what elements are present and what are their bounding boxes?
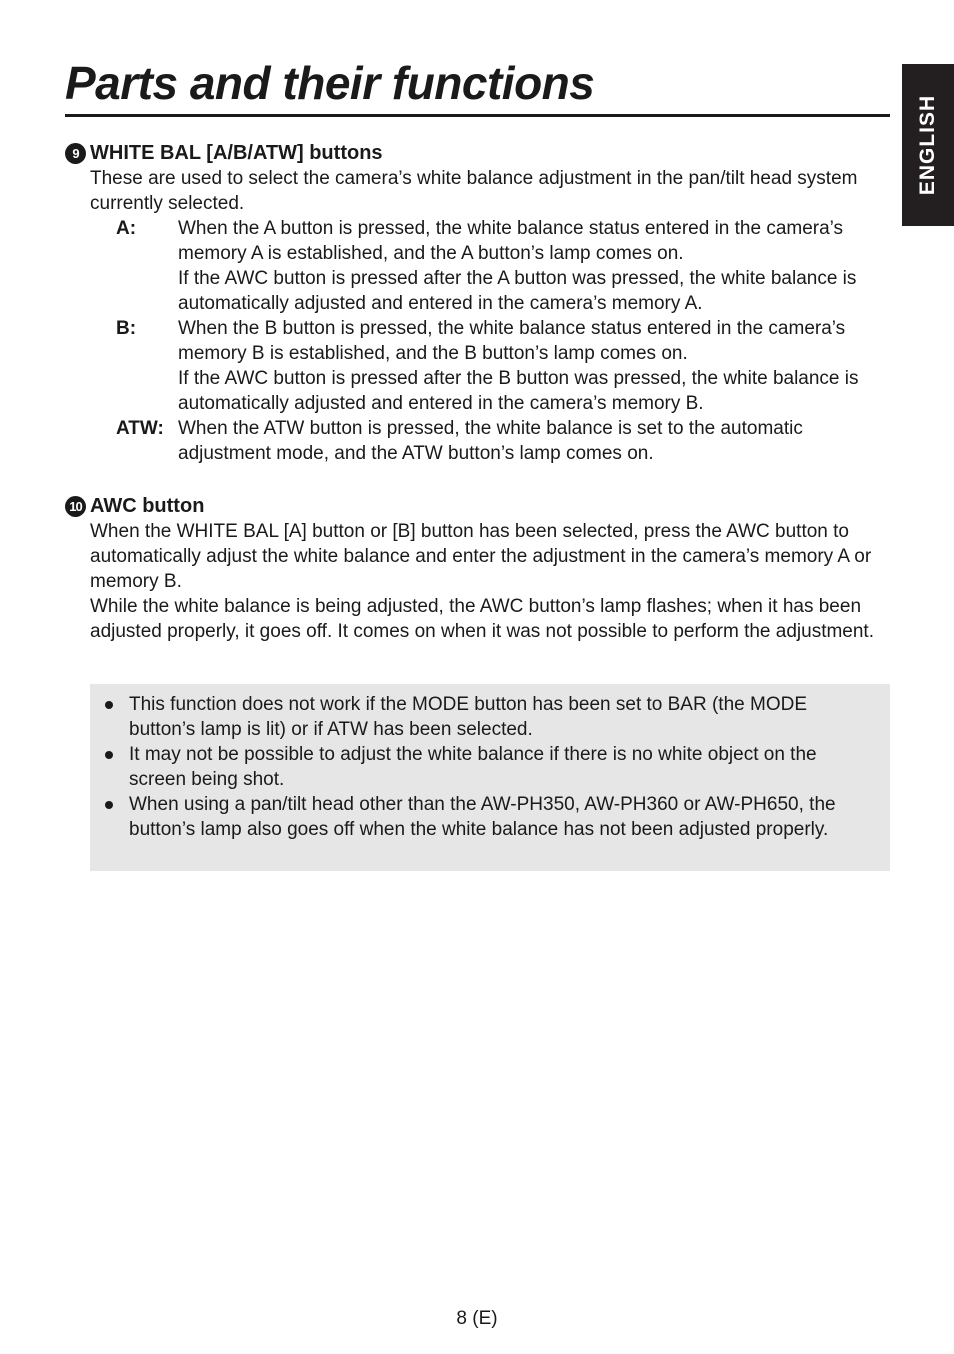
page-title: Parts and their functions: [65, 57, 595, 109]
term-description: [178, 416, 890, 466]
body-paragraph: While the white balance is being adjusted, the AWC button’s lamp flashes; when it has been adjusted properly, it goes off. It comes on when it was not possible to perform the adjustment.: [90, 596, 874, 642]
page-number: 8 (E): [456, 1308, 498, 1329]
section-white-bal: [65, 140, 890, 466]
section-heading: [65, 140, 890, 166]
bullet-icon: [105, 801, 113, 809]
term-row-a: [116, 216, 890, 316]
bullet-icon: [105, 751, 113, 759]
circled-number-icon: 10: [65, 496, 86, 517]
term-paragraph: If the AWC button is pressed after the B button was pressed, the white balance is automatically adjusted and entered in the camera’s memory B.: [178, 368, 859, 414]
note-item: [90, 692, 890, 742]
term-description: [178, 216, 890, 316]
term-paragraph: When the ATW button is pressed, the white balance is set to the automatic adjustment mode, and the ATW button’s lamp comes on.: [178, 418, 803, 464]
term-row-b: [116, 316, 890, 416]
language-tab: [902, 64, 954, 226]
note-item: [90, 742, 890, 792]
body-paragraph: When the WHITE BAL [A] button or [B] button has been selected, press the AWC button to automatically adjust the white balance and enter the adjustment in the camera’s memory A or memory B.: [90, 521, 872, 592]
intro-paragraph: These are used to select the camera’s white balance adjustment in the pan/tilt head system currently selected.: [90, 168, 858, 214]
term-description: [178, 316, 890, 416]
term-paragraph: When the A button is pressed, the white balance status entered in the camera’s memory A is established, and the A button’s lamp comes on.: [178, 218, 844, 264]
title-rule: [65, 114, 890, 117]
section-awc-button: [65, 493, 890, 644]
note-text: This function does not work if the MODE button has been set to BAR (the MODE button’s lamp is lit) or if ATW has been selected.: [129, 694, 807, 740]
term-paragraph: When the B button is pressed, the white balance status entered in the camera’s memory B is established, and the B button’s lamp comes on.: [178, 318, 846, 364]
bullet-icon: [105, 701, 113, 709]
section-heading-text: WHITE BAL [A/B/ATW] buttons: [90, 141, 383, 164]
term-paragraph: If the AWC button is pressed after the A button was pressed, the white balance is automatically adjusted and entered in the camera’s memory A.: [178, 268, 857, 314]
section-heading-text: AWC button: [90, 494, 205, 517]
circled-number-icon: 9: [65, 143, 86, 164]
note-text: It may not be possible to adjust the white balance if there is no white object on the screen being shot.: [129, 744, 817, 790]
note-text: When using a pan/tilt head other than the AW-PH350, AW-PH360 or AW-PH650, the button’s lamp also goes off when the white balance has not been adjusted properly.: [129, 794, 836, 840]
notes-list: [90, 684, 890, 842]
section-intro: [90, 166, 890, 216]
note-item: [90, 792, 890, 842]
term-row-atw: [116, 416, 890, 466]
notes-box: [90, 684, 890, 871]
term-label: A:: [116, 218, 137, 239]
language-tab-label: ENGLISH: [916, 94, 939, 196]
term-label: ATW:: [116, 418, 164, 439]
section-heading: [65, 493, 890, 519]
section-body: [90, 519, 890, 644]
term-label: B:: [116, 318, 137, 339]
